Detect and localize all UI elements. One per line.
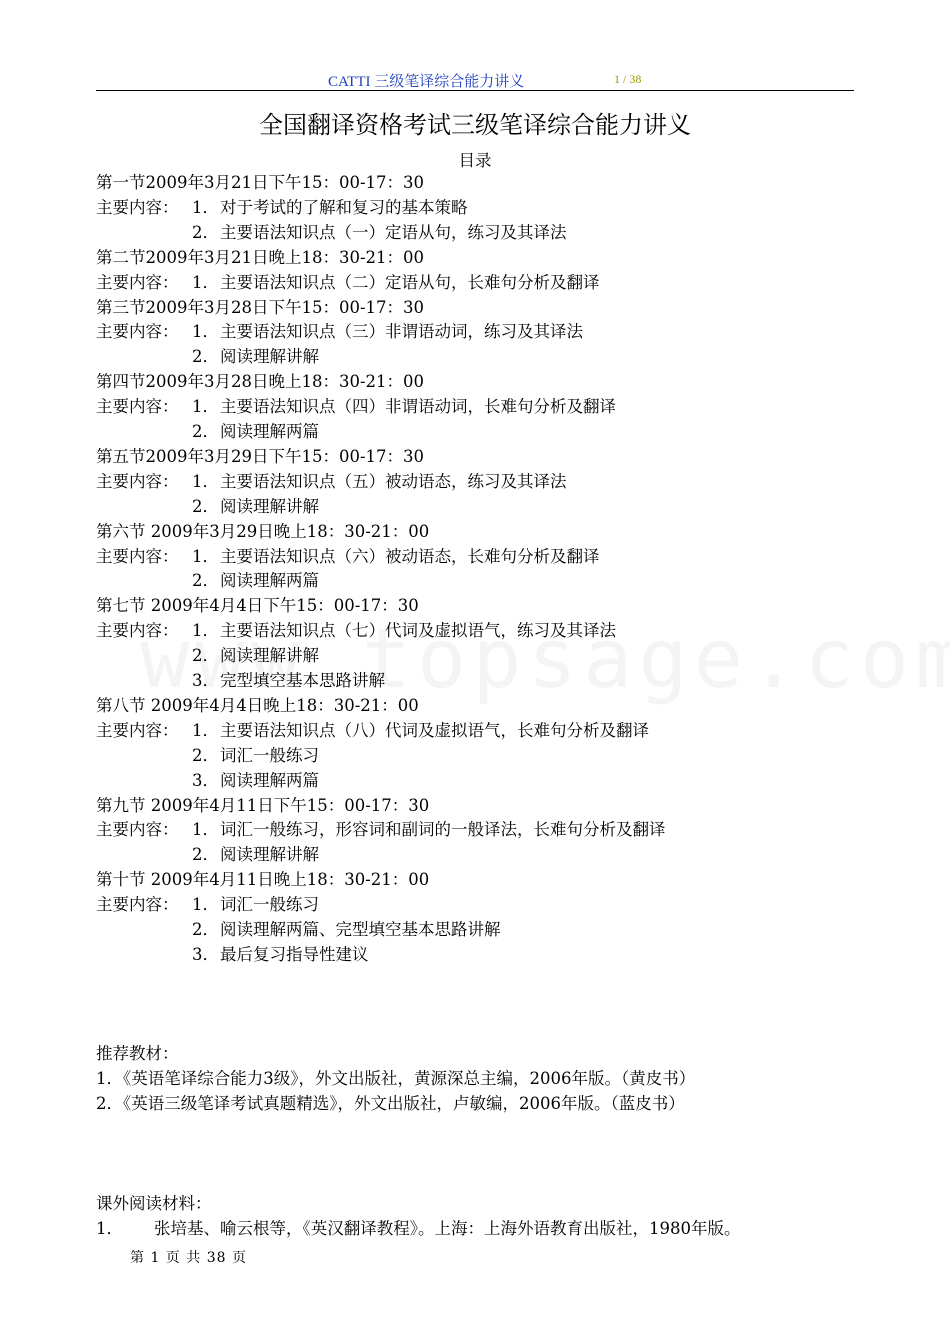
textbook-item: 1．《英语笔译综合能力3级》，外文出版社，黄源深总主编，2006年版。（黄皮书）	[96, 1069, 696, 1088]
item-text: 阅读理解两篇	[220, 770, 319, 790]
section-heading: 第六节 2009年3月29日晚上18：30-21：00	[96, 521, 430, 541]
item-number: 2．	[192, 222, 219, 242]
item-text: 词汇一般练习	[220, 895, 319, 915]
content-label: 主要内容：	[96, 895, 179, 915]
item-number: 1．	[192, 895, 219, 915]
item-number: 1．	[192, 471, 219, 491]
item-number: 2．	[192, 347, 219, 367]
item-number: 2．	[192, 496, 219, 516]
content-label: 主要内容：	[96, 471, 179, 491]
header-page-number: 1 / 38	[614, 72, 642, 86]
item-text: 对于考试的了解和复习的基本策略	[220, 197, 468, 217]
reading-item	[96, 1216, 856, 1241]
reading-item-text: 张培基、喻云根等，《英汉翻译教程》。上海：上海外语教育出版社，1980年版。	[154, 1219, 741, 1238]
item-text: 最后复习指导性建议	[220, 944, 369, 964]
content-label: 主要内容：	[96, 621, 179, 641]
item-text: 主要语法知识点（五）被动语态，练习及其译法	[220, 471, 567, 491]
item-number: 2．	[192, 745, 219, 765]
section-heading: 第九节 2009年4月11日下午15：00-17：30	[96, 795, 430, 815]
item-text: 阅读理解两篇、完型填空基本思路讲解	[220, 920, 501, 939]
item-number: 3．	[192, 671, 219, 690]
item-text: 阅读理解两篇	[220, 571, 319, 591]
content-label: 主要内容：	[96, 272, 179, 292]
item-number: 1．	[192, 720, 219, 740]
item-text: 主要语法知识点（六）被动语态，长难句分析及翻译	[220, 546, 600, 566]
item-number: 2．	[192, 845, 219, 865]
item-number: 2．	[192, 646, 219, 666]
item-number: 1．	[192, 820, 219, 840]
item-number: 1．	[192, 272, 219, 292]
section-heading: 第一节2009年3月21日下午15：00-17：30	[96, 173, 425, 192]
section-heading: 第五节2009年3月29日下午15：00-17：30	[96, 446, 425, 466]
content-label: 主要内容：	[96, 322, 179, 342]
reading-label: 课外阅读材料：	[96, 1194, 212, 1213]
item-text: 阅读理解讲解	[220, 347, 319, 367]
item-text: 主要语法知识点（一）定语从句，练习及其译法	[220, 222, 567, 242]
item-number: 1．	[192, 397, 219, 417]
page-footer: 第 1 页 共 38 页	[130, 1250, 247, 1266]
item-number: 2．	[192, 920, 219, 939]
content-label: 主要内容：	[96, 546, 179, 566]
page-header	[96, 68, 854, 91]
section-heading: 第十节 2009年4月11日晚上18：30-21：00	[96, 870, 430, 890]
item-text: 主要语法知识点（四）非谓语动词，长难句分析及翻译	[220, 397, 616, 417]
item-number: 1．	[192, 197, 219, 217]
item-number: 2．	[192, 571, 219, 591]
content-label: 主要内容：	[96, 820, 179, 840]
item-text: 阅读理解讲解	[220, 845, 319, 865]
item-text: 主要语法知识点（二）定语从句，长难句分析及翻译	[220, 272, 600, 292]
item-number: 3．	[192, 770, 219, 790]
textbook-item: 2．《英语三级笔译考试真题精选》，外文出版社，卢敏编，2006年版。（蓝皮书）	[96, 1094, 685, 1113]
item-number: 2．	[192, 422, 219, 441]
item-text: 阅读理解讲解	[220, 646, 319, 666]
document-title: 全国翻译资格考试三级笔译综合能力讲义	[259, 111, 691, 139]
content-label: 主要内容：	[96, 397, 179, 417]
item-text: 主要语法知识点（七）代词及虚拟语气，练习及其译法	[220, 621, 616, 641]
item-text: 主要语法知识点（三）非谓语动词，练习及其译法	[220, 322, 583, 342]
textbooks-label: 推荐教材：	[96, 1044, 179, 1063]
section-heading: 第二节2009年3月21日晚上18：30-21：00	[96, 247, 425, 267]
item-number: 3．	[192, 944, 219, 964]
item-number: 1．	[192, 322, 219, 342]
section-heading: 第七节 2009年4月4日下午15：00-17：30	[96, 596, 419, 616]
item-number: 1．	[192, 546, 219, 566]
item-text: 词汇一般练习	[220, 745, 319, 765]
item-number: 1．	[192, 621, 219, 641]
section-heading: 第四节2009年3月28日晚上18：30-21：00	[96, 372, 425, 392]
item-text: 词汇一般练习，形容词和副词的一般译法，长难句分析及翻译	[220, 820, 666, 840]
reading-item-number: 1．	[96, 1219, 123, 1238]
section-heading: 第八节 2009年4月4日晚上18：30-21：00	[96, 695, 419, 715]
header-title: CATTI 三级笔译综合能力讲义	[328, 74, 525, 90]
item-text: 完型填空基本思路讲解	[220, 671, 385, 690]
item-text: 主要语法知识点（八）代词及虚拟语气，长难句分析及翻译	[220, 720, 649, 740]
item-text: 阅读理解讲解	[220, 496, 319, 516]
item-text: 阅读理解两篇	[220, 422, 319, 441]
toc-title: 目录	[458, 151, 492, 170]
content-label: 主要内容：	[96, 197, 179, 217]
section-heading: 第三节2009年3月28日下午15：00-17：30	[96, 297, 425, 317]
content-label: 主要内容：	[96, 720, 179, 740]
